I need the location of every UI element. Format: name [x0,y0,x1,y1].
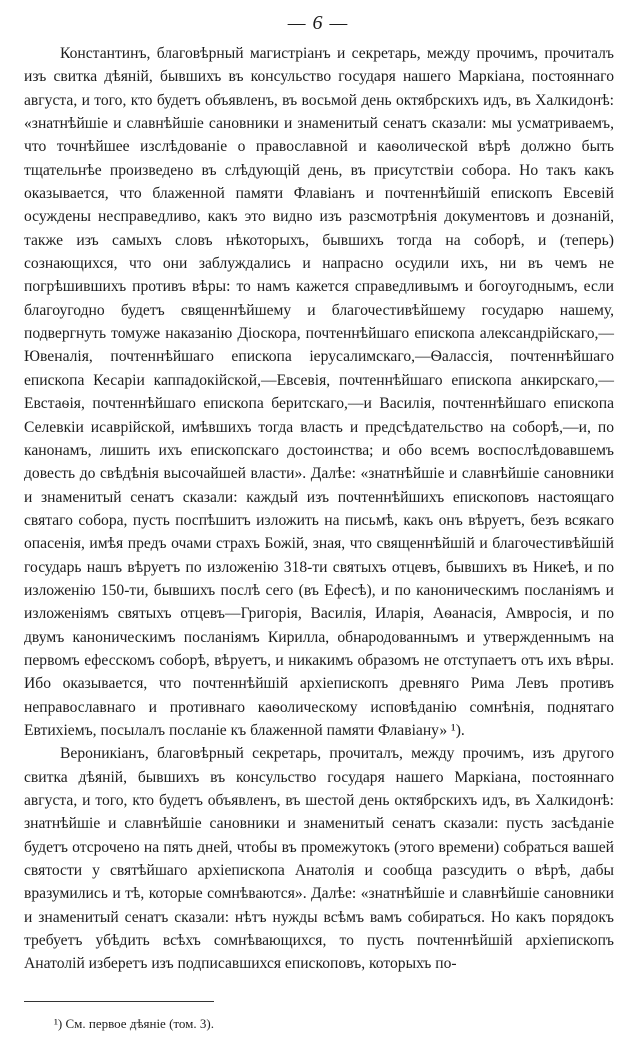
footnote-divider [24,1001,214,1002]
footnote: ¹) См. первое дѣяніе (том. 3). [54,1016,214,1031]
paragraph-1: Константинъ, благовѣрный магистріанъ и секретарь, между прочимъ, прочиталъ изъ свитка дѣяній, бывшихъ въ консульство государя нашего Маркіана, постояннаго августа, и того, кто будетъ объявленъ, въ восьмой день октябрскихъ идъ, въ Халкидонѣ: «знатнѣйшіе и славнѣйшіе сановники и знаменитый сенатъ сказали: мы усматриваемъ, что точнѣйшее изслѣдованіе о православной и каѳолической вѣрѣ должно быть тщательнѣе произведено въ слѣдующій день, въ присутствіи собора. Но такъ какъ оказывается, что блаженной памяти Флавіанъ и почтеннѣйшій епископъ Евсевій осуждены несправедливо, какъ это видно изъ разсмотрѣнія документовъ и дознаній, также изъ самыхъ словъ нѣкоторыхъ, бывшихъ тогда на соборѣ, и (теперь) сознающихся, что они заблуждались и напрасно осудили ихъ, ни въ чемъ не погрѣшившихъ противъ вѣры: то намъ кажется справедливымъ и богоугоднымъ, если благоугодно будетъ священнѣйшему и благочестивѣйшему государю нашему, подвергнуть томуже наказанію Діоскора, почтеннѣйшаго епископа александрійскаго,—Ювеналія, почтеннѣйшаго епископа іерусалимскаго,—Ѳалассія, почтеннѣйшаго епископа Кесаріи каппадокійской,—Евсевія, почтеннѣйшаго епископа анкирскаго,—Евстаѳія, почтеннѣйшаго епископа беритскаго,—и Василія, почтеннѣйшаго епископа Селевкіи исаврійской, имѣвшихъ тогда власть и предсѣдательство на соборѣ,—и, по канонамъ, лишить ихъ епископскаго достоинства; и обо всемъ воспослѣдовавшемъ довесть до свѣдѣнія высочайшей власти». Далѣе: «знатнѣйшіе и славнѣйшіе сановники и знаменитый сенатъ сказали: каждый изъ почтеннѣйшихъ епископовъ настоящаго святаго собора, пусть поспѣшитъ изложить на письмѣ, какъ онъ вѣруетъ, безъ всякаго опасенія, имѣя предъ очами страхъ Божій, зная, что священнѣйшій и благочестивѣйшій государь нашъ вѣруетъ по изложенію 318-ти святыхъ отцевъ, бывшихъ въ Никеѣ, и по изложенію 150-ти, бывшихъ послѣ сего (въ Ефесѣ), и по каноническимъ посланіямъ и изложеніямъ святыхъ отцевъ—Григорія, Василія, Иларія, Аѳанасія, Амвросія, и по двумъ каноническимъ посланіямъ Кирилла, обнародованнымъ и утвержденнымъ на первомъ ефесскомъ соборѣ, вѣруетъ, и никакимъ образомъ не отступаетъ отъ ихъ вѣры. Ибо оказывается, что почтеннѣйшій архіепископъ древняго Рима Левъ противъ неправославнаго и противнаго каѳолическому исповѣданію сомнѣнія, поднятаго Евтихіемъ, посылалъ посланіе къ блаженной памяти Флавіану» ¹). [24,45,614,739]
paragraph-2: Вероникіанъ, благовѣрный секретарь, прочиталъ, между прочимъ, изъ другого свитка дѣяній, бывшихъ въ консульство государя нашего Маркіана, постояннаго августа, и того, кто будетъ объявленъ, въ шестой день октябрскихъ идъ, въ Халкидонѣ: знатнѣйшіе и славнѣйшіе сановники и знаменитый сенатъ сказали: пусть засѣданіе будетъ отсрочено на пять дней, чтобы въ промежутокъ (этого времени) собраться вашей святости у святѣйшаго архіепископа Анатолія и сообща разсудить о вѣрѣ, дабы вразумились и тѣ, которые сомнѣваются». Далѣе: «знатнѣйшіе и славнѣйшіе сановники и знаменитый сенатъ сказали: нѣтъ нужды всѣмъ вамъ собираться. Но какъ порядокъ требуетъ убѣдить всѣхъ сомнѣвающихся, то пусть почтеннѣйшій архіепископъ Анатолій изберетъ изъ подписавшихся епископовъ, которыхъ по- [24,745,614,973]
page-number: — 6 — [287,12,349,34]
body-text [24,42,614,976]
